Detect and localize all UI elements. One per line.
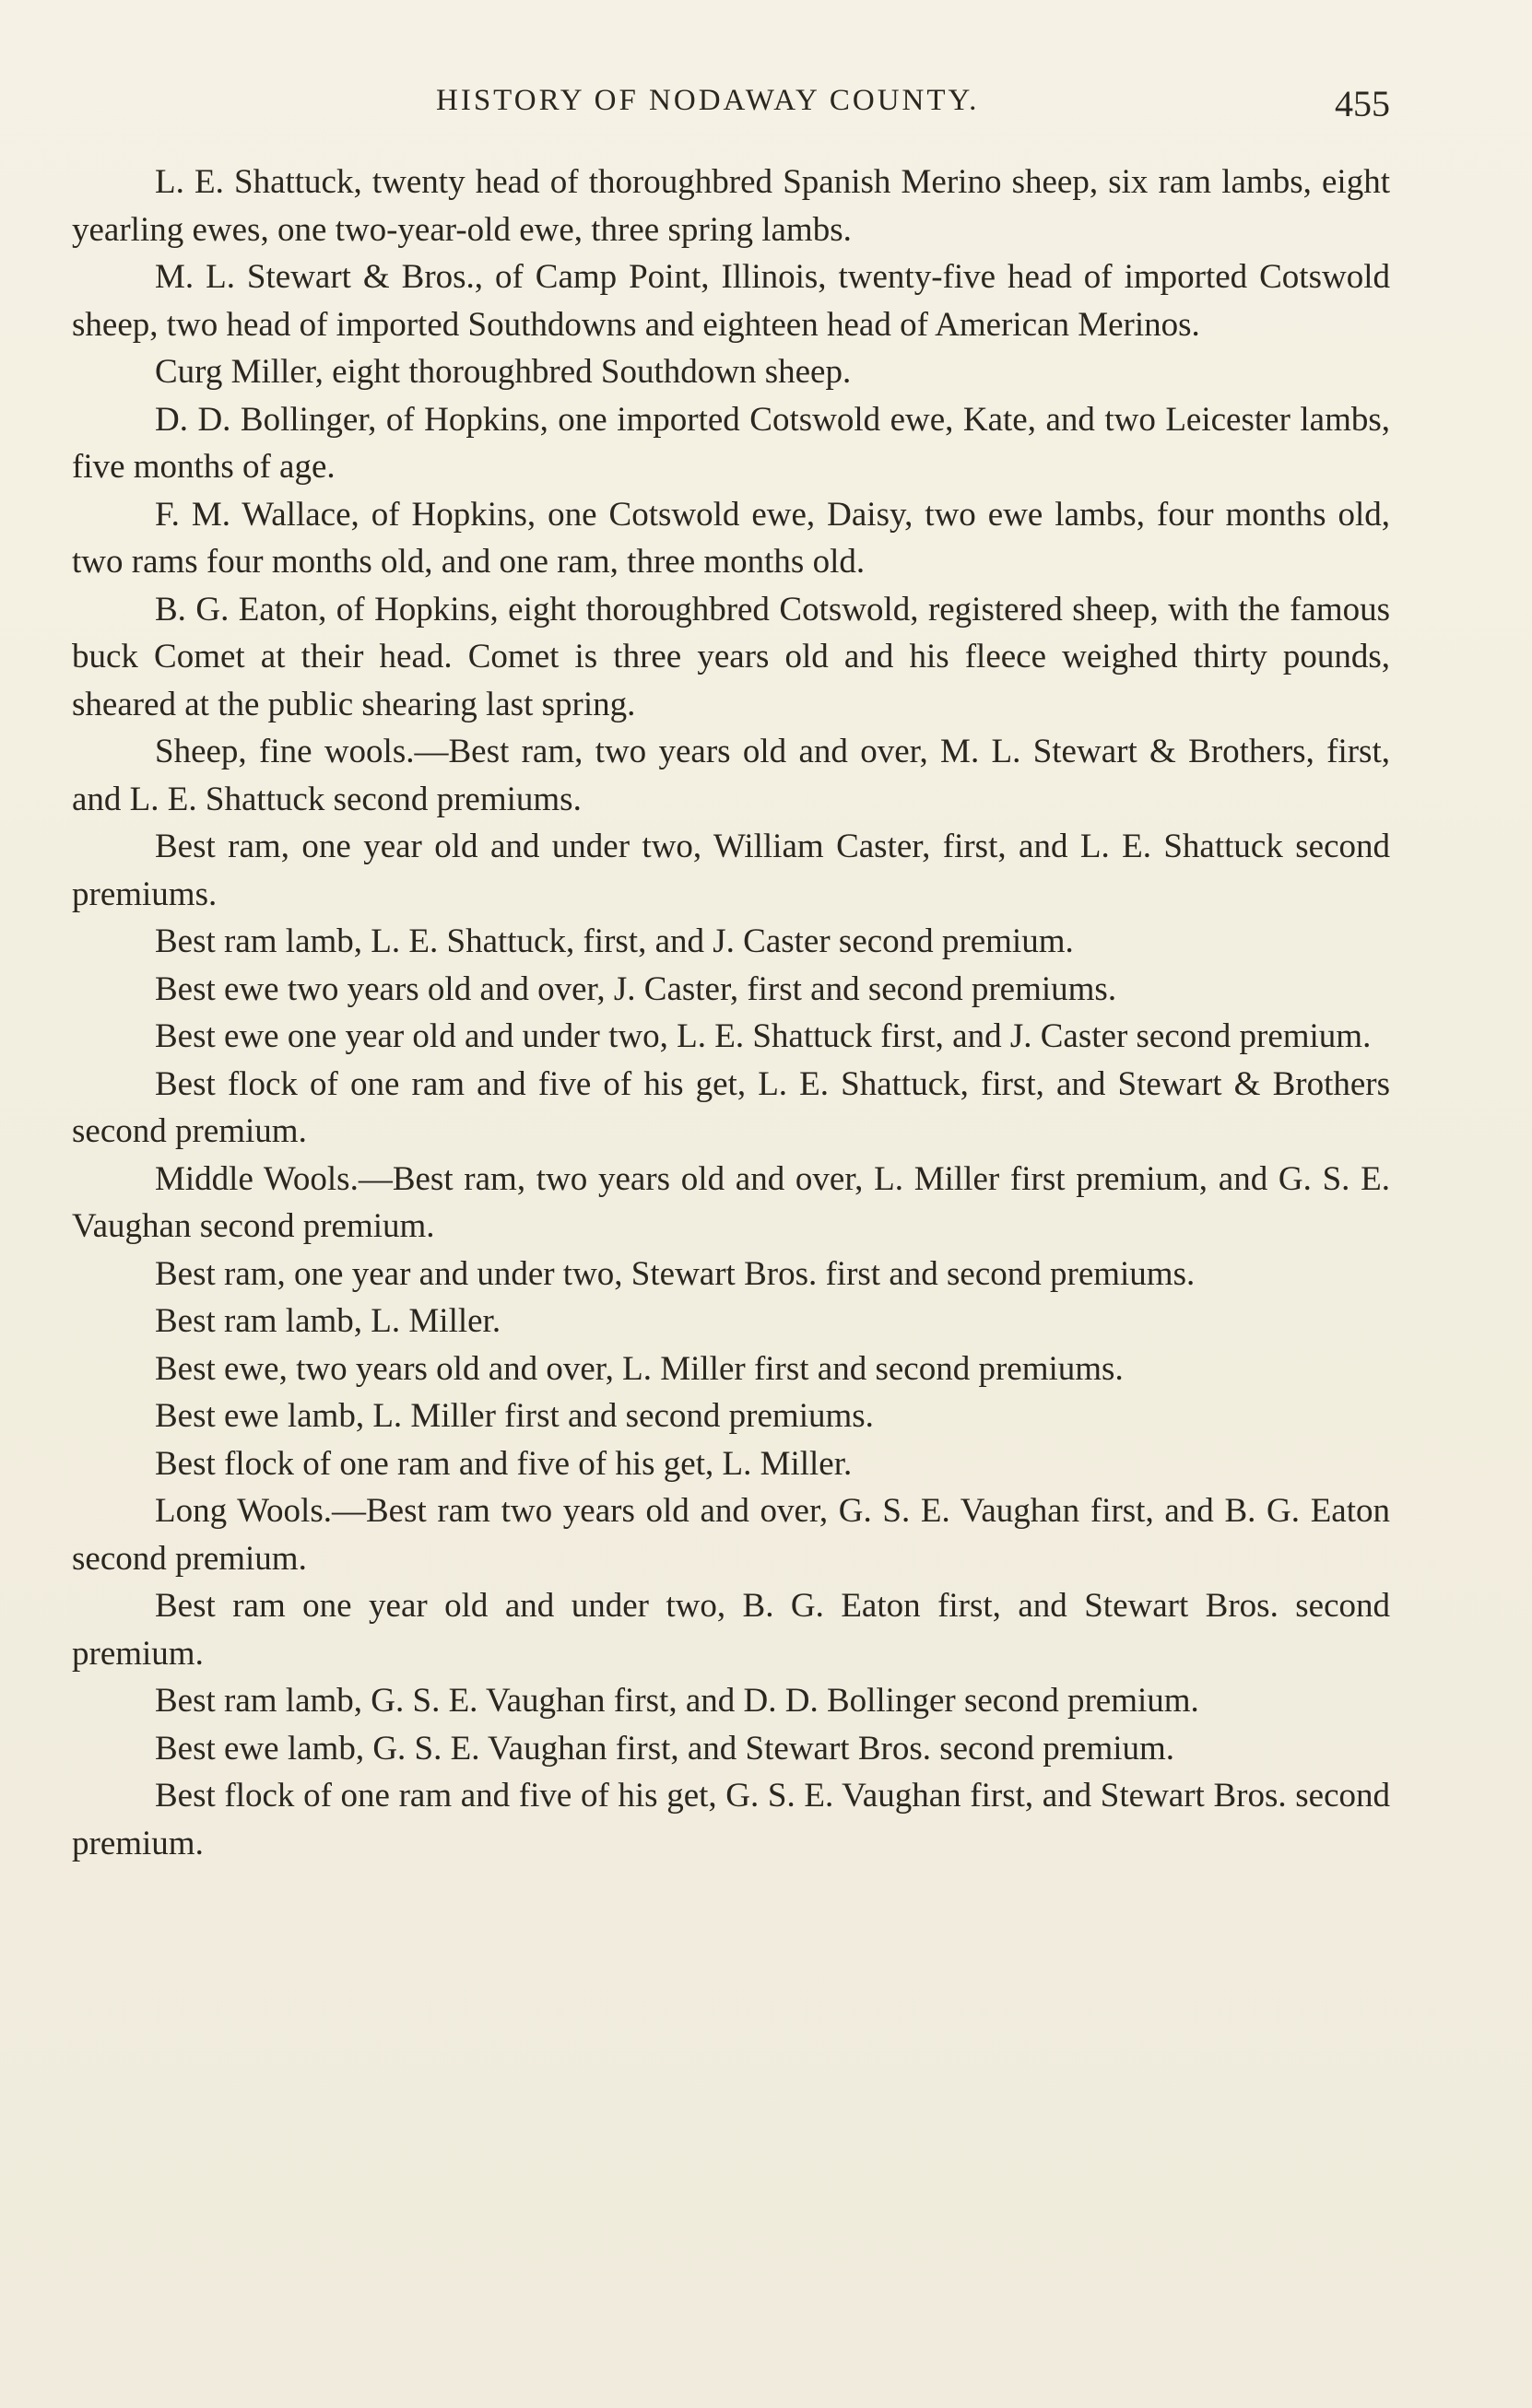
paragraph: Best flock of one ram and five of his get, L. E. Shattuck, first, and Stewart & Brothers second premium. [72, 1064, 1390, 1150]
paragraph: L. E. Shattuck, twenty head of thoroughbred Spanish Merino sheep, six ram lambs, eight yearling ewes, one two-year-old ewe, three spring lambs. [72, 163, 1390, 249]
paragraph: Best ram lamb, L. Miller. [155, 1302, 501, 1340]
paragraph: Best ram lamb, G. S. E. Vaughan first, and D. D. Bollinger second premium. [155, 1682, 1199, 1720]
paragraph: B. G. Eaton, of Hopkins, eight thoroughbred Cotswold, registered sheep, with the famous buck Comet at their head. Comet is three years old and his fleece weighed thirty pounds, sheared at the public shearing last spring. [72, 590, 1390, 723]
paragraph: Best flock of one ram and five of his get, L. Miller. [155, 1444, 853, 1483]
paragraph: Best flock of one ram and five of his get, G. S. E. Vaughan first, and Stewart Bros. second premium. [72, 1777, 1390, 1862]
paragraph: Best ewe lamb, G. S. E. Vaughan first, and Stewart Bros. second premium. [155, 1729, 1175, 1768]
paragraph: Best ram one year old and under two, B. G. Eaton first, and Stewart Bros. second premium. [72, 1587, 1390, 1673]
paragraph: M. L. Stewart & Bros., of Camp Point, Illinois, twenty-five head of imported Cotswold sheep, two head of imported Southdowns and eighteen head of American Merinos. [72, 258, 1390, 344]
running-title: HISTORY OF NODAWAY COUNTY. [436, 84, 980, 117]
paragraph: F. M. Wallace, of Hopkins, one Cotswold ewe, Daisy, two ewe lambs, four months old, two rams four months old, and one ram, three months old. [72, 495, 1390, 581]
paragraph: D. D. Bollinger, of Hopkins, one imported Cotswold ewe, Kate, and two Leicester lambs, five months of age. [72, 400, 1390, 486]
paragraph: Curg Miller, eight thoroughbred Southdown sheep. [155, 353, 852, 391]
paragraph: Middle Wools.—Best ram, two years old and over, L. Miller first premium, and G. S. E. Vaughan second premium. [72, 1159, 1390, 1245]
paragraph: Best ram lamb, L. E. Shattuck, first, and J. Caster second premium. [155, 922, 1074, 960]
paragraph: Best ram, one year old and under two, William Caster, first, and L. E. Shattuck second premiums. [72, 828, 1390, 913]
paragraph: Best ewe lamb, L. Miller first and second premiums. [155, 1397, 874, 1435]
page-header [72, 77, 1390, 133]
page-number: 455 [1335, 83, 1390, 124]
paragraph: Best ewe one year old and under two, L. E. Shattuck first, and J. Caster second premium. [155, 1017, 1372, 1055]
paragraph: Best ram, one year and under two, Stewart Bros. first and second premiums. [155, 1254, 1196, 1293]
paragraph: Long Wools.—Best ram two years old and over, G. S. E. Vaughan first, and B. G. Eaton second premium. [72, 1492, 1390, 1578]
body-text [72, 159, 1390, 1867]
paragraph: Sheep, fine wools.—Best ram, two years old and over, M. L. Stewart & Brothers, first, and L. E. Shattuck second premiums. [72, 733, 1390, 818]
paragraph: Best ewe, two years old and over, L. Miller first and second premiums. [155, 1349, 1124, 1388]
paragraph: Best ewe two years old and over, J. Caster, first and second premiums. [155, 969, 1117, 1008]
